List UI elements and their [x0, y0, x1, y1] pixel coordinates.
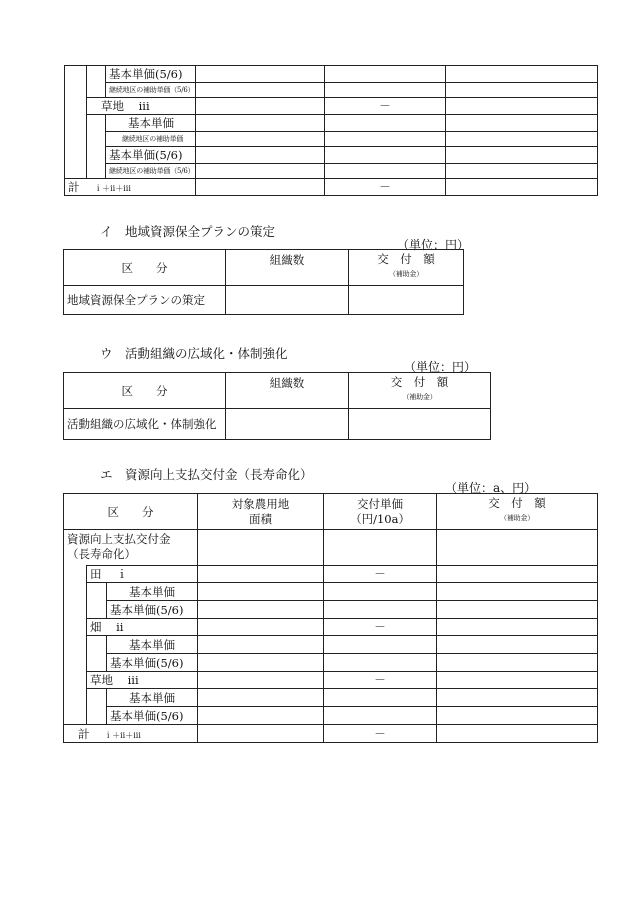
- table-row: [64, 619, 598, 636]
- dash-cell: －: [324, 619, 437, 636]
- row-number: ii: [116, 620, 124, 634]
- section-title-i: イ 地域資源保全プランの策定: [100, 224, 276, 239]
- total-expression: ｉ＋ii＋iii: [104, 730, 141, 740]
- header-row: [64, 373, 491, 409]
- table-row: [64, 689, 598, 707]
- row-label: 基本単価(5/6): [107, 654, 198, 672]
- table-row: [65, 164, 598, 179]
- header-count: 組織数: [226, 250, 349, 286]
- longevity-table: [63, 493, 598, 743]
- row-label: 畑: [90, 620, 102, 634]
- wide-area-table: [63, 372, 491, 440]
- top-table: [64, 65, 598, 196]
- header-row: [64, 494, 598, 530]
- table-row: [64, 707, 598, 725]
- row-label: 基本単価: [107, 689, 198, 707]
- header-amount-sub: （補助金）: [402, 393, 437, 401]
- table-row: [64, 530, 598, 566]
- table-row: [65, 179, 598, 196]
- total-expression: ｉ＋ii＋iii: [94, 184, 131, 193]
- row-label: 継続地区の補助単価（5/6）: [106, 83, 196, 98]
- table-row: [65, 83, 598, 98]
- row-label: 活動組織の広域化・体制強化: [64, 409, 226, 440]
- row-label-2: （長寿命化）: [67, 547, 136, 561]
- header-kubun: 区 分: [64, 373, 226, 409]
- header-area: 対象農用地: [231, 496, 290, 511]
- header-amount-sub: （補助金）: [389, 270, 423, 278]
- row-label: 継続地区の補助単価: [106, 132, 196, 147]
- table-row: [65, 132, 598, 147]
- table-row: [64, 654, 598, 672]
- row-label: 基本単価: [107, 636, 198, 654]
- row-label: 田: [90, 567, 102, 581]
- table-row: [65, 98, 598, 115]
- header-amount: 交 付 額: [390, 375, 449, 389]
- dash-cell: －: [325, 179, 446, 196]
- row-number: iii: [127, 673, 139, 687]
- plan-table: [63, 249, 464, 315]
- table-row: [64, 672, 598, 689]
- table-row: [64, 566, 598, 583]
- header-kubun: 区 分: [64, 494, 198, 530]
- row-label: 資源向上支払交付金: [67, 532, 171, 546]
- header-row: [64, 250, 464, 286]
- table-row: [64, 601, 598, 619]
- dash-cell: －: [324, 566, 437, 583]
- table-row: [64, 725, 598, 743]
- header-amount: 交 付 額: [488, 496, 546, 510]
- table-row: [65, 66, 598, 83]
- header-price-2: （円/10a）: [350, 511, 410, 526]
- row-label: 基本単価(5/6): [107, 601, 198, 619]
- table-row: [65, 115, 598, 132]
- header-price: 交付単価: [357, 496, 404, 511]
- table-row: [64, 583, 598, 601]
- row-number: ｉ: [116, 567, 128, 581]
- total-label: 計: [68, 180, 80, 194]
- header-kubun: 区 分: [64, 250, 226, 286]
- dash-cell: －: [324, 725, 437, 743]
- dash-cell: －: [325, 98, 446, 115]
- table-row: [64, 409, 491, 440]
- section-title-e: エ 資源向上支払交付金（長寿命化）: [100, 467, 313, 482]
- row-label: 草地: [101, 99, 124, 113]
- header-amount: 交 付 額: [377, 252, 435, 266]
- header-count: 組織数: [226, 373, 349, 409]
- row-number: iii: [138, 99, 150, 113]
- row-label: 基本単価(5/6): [107, 707, 198, 725]
- total-label: 計: [78, 726, 90, 741]
- row-label: 基本単価: [107, 583, 198, 601]
- unit-label: （単位：円）: [404, 360, 477, 374]
- table-row: [65, 147, 598, 164]
- dash-cell: －: [324, 672, 437, 689]
- table-row: [64, 286, 464, 315]
- unit-label: （単位：円）: [397, 238, 470, 252]
- header-area-2: 面積: [249, 511, 273, 526]
- row-label: 基本単価(5/6): [106, 147, 196, 164]
- header-amount-sub: （補助金）: [500, 514, 535, 522]
- section-title-u: ウ 活動組織の広域化・体制強化: [100, 346, 288, 361]
- row-label: 基本単価: [106, 115, 196, 132]
- row-label: 基本単価(5/6): [106, 66, 196, 83]
- table-row: [64, 636, 598, 654]
- row-label: 地域資源保全プランの策定: [64, 286, 226, 315]
- row-label: 草地: [90, 673, 113, 687]
- row-label: 継続地区の補助単価（5/6）: [106, 164, 196, 179]
- unit-label: （単位：a、円）: [445, 481, 537, 495]
